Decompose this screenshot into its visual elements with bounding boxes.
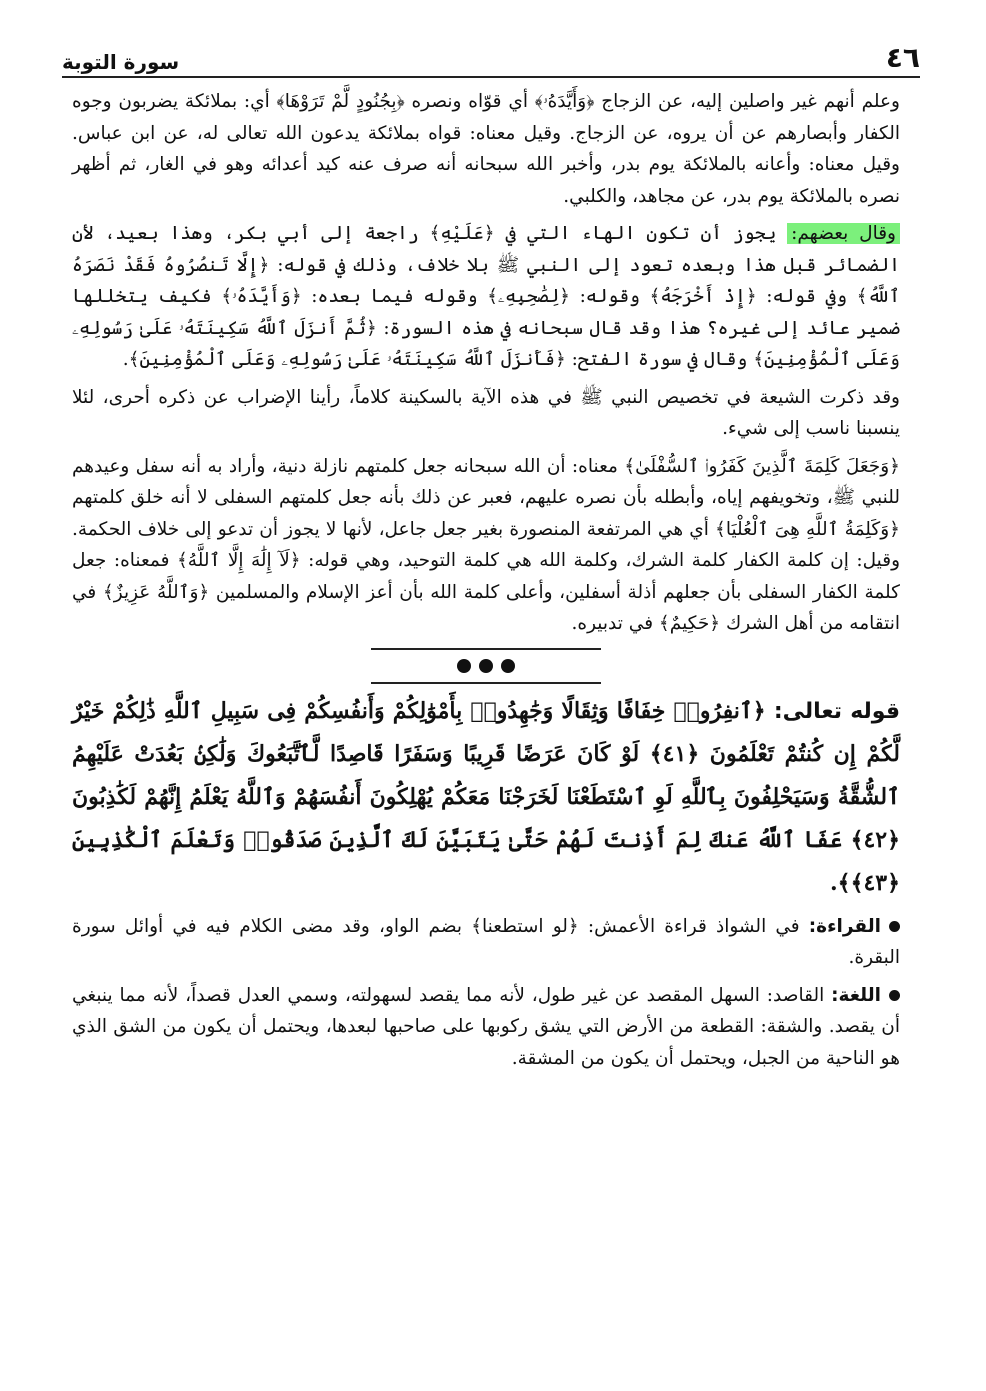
paragraph-4: ﴿وَجَعَلَ كَلِمَةَ ٱلَّذِينَ كَفَرُوا۟ ٱلسُّفْلَىٰ﴾ معناه: أن الله سبحانه جعل كلمتهم نازلة دنية، وأراد به أنه سفل وعيدهم للنبي ﷺ، وتخويفهم إياه، وأبطله بأن نصره عليهم، فعبر عن ذلك بأنه جعل كلمتهم السفلى لا أنه خلق كلمتهم ﴿وَكَلِمَةُ ٱللَّهِ هِىَ ٱلْعُلْيَا﴾ أي هي المرتفعة المنصورة بغير جعل جاعل، لأنها لا يجوز أن تدعو إلى خلاف الحكمة. وقيل: إن كلمة الكفار كلمة الشرك، وكلمة الله هي كلمة التوحيد، وهي قوله: ﴿لَآ إِلَٰهَ إِلَّا ٱللَّهُ﴾ فمعناه: جعل كلمة الكفار السفلى بأن جعلهم أذلة أسفلين، وأعلى كلمة الله بأن أعز الإسلام والمسلمين ﴿وَٱللَّهُ عَزِيزٌ﴾ في انتقامه من أهل الشرك ﴿حَكِيمٌ﴾ في تدبيره. <box>72 455 900 634</box>
qiraa-text: في الشواذ قراءة الأعمش: ﴿لو استطعنا﴾ بضم الواو، وقد مضى الكلام فيه في أوائل سورة البقرة. <box>72 915 900 968</box>
paragraph-2-text: يجوز أن تكون الهاء التي في ﴿عَلَيْهِ﴾ راجعة إلى أبي بكر، وهذا بعيد، لأن الضمائر قبل هذا وبعده تعود إلى النبي ﷺ بلا خلاف، وذلك في قوله: ﴿إِلَّا تَنصُرُوهُ فَقَدْ نَصَرَهُ ٱللَّهُ﴾ وفي قوله: ﴿إِذْ أَخْرَجَهُ﴾ وقوله: ﴿لِصَٰحِبِهِۦ﴾ وقوله فيما بعده: ﴿وَأَيَّدَهُۥ﴾ فكيف يتخللها ضمير عائد إلى غيره؟ هذا وقد قال سبحانه في هذه السورة: ﴿ثُمَّ أَنزَلَ ٱللَّهُ سَكِينَتَهُۥ عَلَىٰ رَسُولِهِۦ وَعَلَى ٱلْمُؤْمِنِينَ﴾ وقال في سورة الفتح: ﴿فَأَنزَلَ ٱللَّهُ سَكِينَتَهُۥ عَلَىٰ رَسُولِهِۦ وَعَلَى ٱلْمُؤْمِنِينَ﴾. <box>72 223 900 370</box>
lugha-label: اللغة: <box>831 984 881 1006</box>
page-header <box>62 38 920 78</box>
page-number: ٤٦ <box>885 41 920 74</box>
lugha-paragraph <box>72 980 900 1075</box>
section-separator <box>371 648 601 684</box>
qiraa-paragraph <box>72 911 900 974</box>
page-body <box>72 86 900 1080</box>
paragraph-3: وقد ذكرت الشيعة في تخصيص النبي ﷺ في هذه الآية بالسكينة كلاماً، رأينا الإضراب عن ذكره أحرى، لئلا ينسبنا ناسب إلى شيء. <box>72 386 900 439</box>
separator-dot <box>479 659 493 673</box>
highlighted-text: وقال بعضهم: <box>787 223 900 244</box>
lugha-text: القاصد: السهل المقصد عن غير طول، لأنه مما يقصد لسهولته، وسمي العدل قصداً، لأنه مما ينبغي أن يقصد. والشقة: القطعة من الأرض التي يشق ركوبها على صاحبها لبعدها، ويحتمل أن يكون من الشق الذي هو الناحية من الجبل، ويحتمل أن يكون من المشقة. <box>72 984 900 1069</box>
paragraph-2 <box>72 218 900 376</box>
verse-intro: قوله تعالى: <box>773 698 901 724</box>
qiraa-label: القراءة: <box>808 915 881 937</box>
separator-dot <box>457 659 471 673</box>
verse-text: ﴿ٱنفِرُوا۟ خِفَافًا وَثِقَالًا وَجَٰهِدُوا۟ بِأَمْوَٰلِكُمْ وَأَنفُسِكُمْ فِى سَبِيلِ ٱللَّهِ ذَٰلِكُمْ خَيْرٌ لَّكُمْ إِن كُنتُمْ تَعْلَمُونَ ﴿٤١﴾ لَوْ كَانَ عَرَضًا قَرِيبًا وَسَفَرًا قَاصِدًا لَّٱتَّبَعُوكَ وَلَٰكِنۢ بَعُدَتْ عَلَيْهِمُ ٱلشُّقَّةُ وَسَيَحْلِفُونَ بِٱللَّهِ لَوِ ٱسْتَطَعْنَا لَخَرَجْنَا مَعَكُمْ يُهْلِكُونَ أَنفُسَهُمْ وَٱللَّهُ يَعْلَمُ إِنَّهُمْ لَكَٰذِبُونَ ﴿٤٢﴾ عَفَا ٱللَّهُ عَنكَ لِمَ أَذِنتَ لَهُمْ حَتَّىٰ يَتَبَيَّنَ لَكَ ٱلَّذِينَ صَدَقُوا۟ وَتَعْلَمَ ٱلْكَٰذِبِينَ ﴿٤٣﴾﴾. <box>72 697 900 896</box>
paragraph-1: وعلم أنهم غير واصلين إليه، عن الزجاج ﴿وَأَيَّدَهُۥ﴾ أي قوّاه ونصره ﴿بِجُنُودٍ لَّمْ تَرَوْهَا﴾ أي: بملائكة يضربون وجوه الكفار وأبصارهم عن أن يروه، عن الزجاج. وقيل معناه: قواه بملائكة يدعون الله تعالى له، عن ابن عباس. وقيل معناه: وأعانه بالملائكة يوم بدر، وأخبر الله سبحانه أنه صرف عنه كيد أعدائه وهو في الغار، ثم أظهر نصره بالملائكة يوم بدر، عن مجاهد، والكلبي. <box>72 91 900 207</box>
bullet-icon <box>889 921 900 932</box>
bullet-icon <box>889 990 900 1001</box>
surah-title: سورة التوبة <box>62 50 180 74</box>
quran-verse-block <box>72 690 900 905</box>
separator-dot <box>501 659 515 673</box>
